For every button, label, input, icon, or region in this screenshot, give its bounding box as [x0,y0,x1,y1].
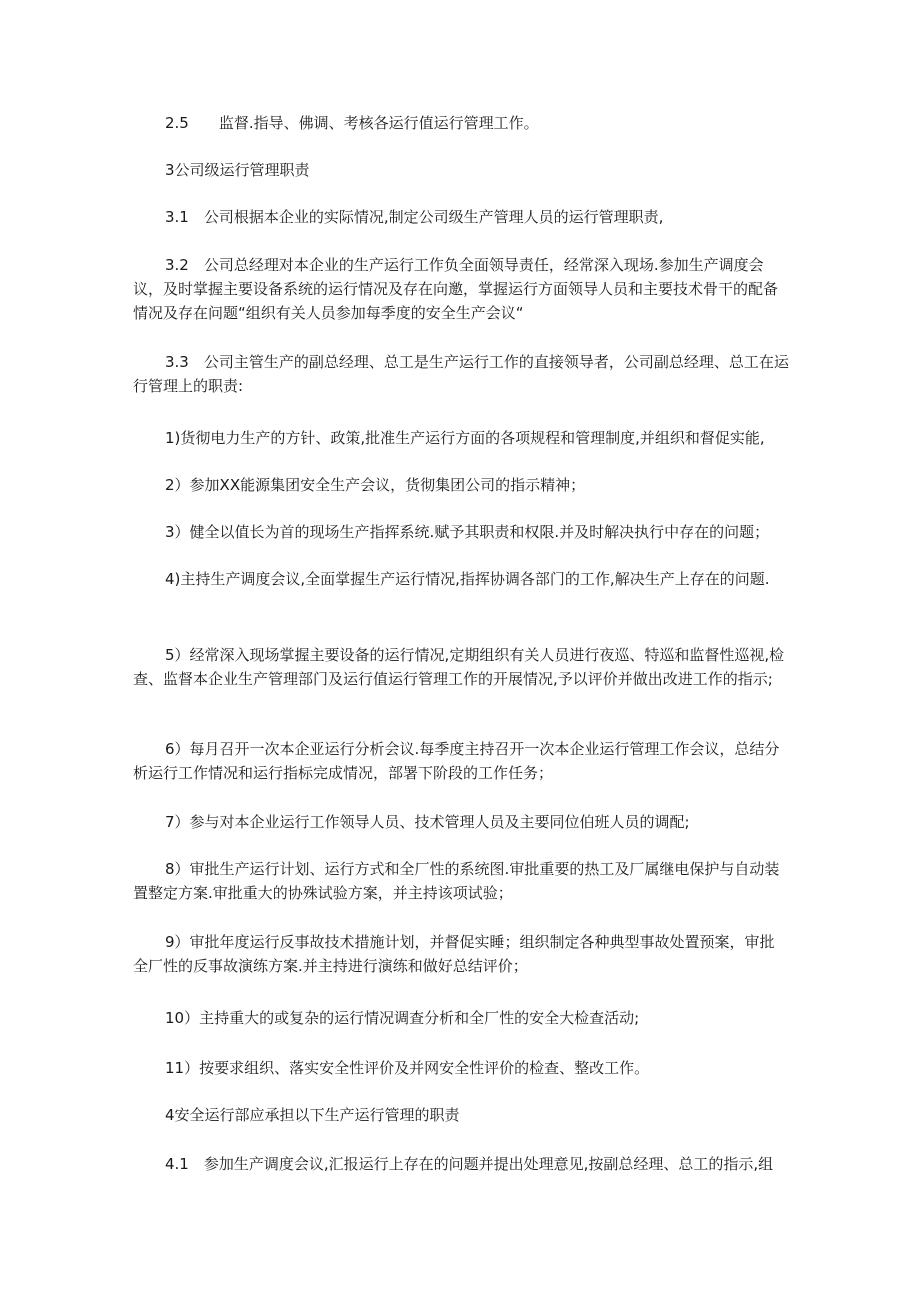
paragraph-3-3: 3.3 公司主管生产的副总经理、总工是生产运行工作的直接领导者，公司副总经理、总工在运行管理上的职责: [133,353,789,395]
list-item-2: 2）参加XX能源集团安全生产会议，货彻集团公司的指示精神； [165,476,586,494]
list-item-5: 5）经常深入现场掌握主要设备的运行情况,定期组织有关人员进行夜巡、特巡和监督性巡视,检查、监督本企业生产管理部门及运行值运行管理工作的开展情况,予以评价并做出改进工作的指示; [133,646,785,688]
paragraph-2-5: 2.5 监督.指导、佛调、考核各运行值运行管理工作。 [165,114,539,132]
list-item-8: 8）审批生产运行计划、运行方式和全厂性的系统图.审批重要的热工及厂属继电保护与自动装置整定方案.审批重大的协殊试验方案，并主持该项试验； [133,860,780,902]
paragraph-3-1: 3.1 公司根据本企业的实际情况,制定公司级生产管理人员的运行管理职责, [165,208,664,226]
list-item-11: 11）按要求组织、落实安全性评价及并网安全性评价的检查、整改工作。 [165,1059,650,1077]
list-item-1: 1)货彻电力生产的方针、政策,批准生产运行方面的各项规程和管理制度,并组织和督促实能, [165,429,765,447]
list-item-4: 4)主持生产调度会议,全面掌握生产运行情况,指挥协调各部门的工作,解决生产上存在的问题. [165,570,770,588]
section-heading-4: 4安全运行部应承担以下生产运行管理的职责 [165,1106,460,1124]
list-item-6: 6）每月召开一次本企亚运行分析会议.每季度主持召开一次本企业运行管理工作会议，总结分析运行工作情况和运行指标完成情况，部署下阶段的工作任务； [133,740,780,782]
paragraph-4-1: 4.1 参加生产调度会议,汇报运行上存在的问题并提出处理意见,按副总经理、总工的指示,组 [165,1155,774,1173]
list-item-3: 3）健全以值长为首的现场生产指挥系统.赋予其职责和权限.并及时解决执行中存在的问题； [165,523,770,541]
list-item-7: 7）参与对本企业运行工作领导人员、技术管理人员及主要同位伯班人员的调配; [165,813,690,831]
section-heading-3: 3公司级运行管理职责 [165,161,310,179]
list-item-10: 10）主持重大的或复杂的运行情况调查分析和全厂性的安全大检查活动; [165,1009,640,1027]
list-item-9: 9）审批年度运行反事故技术措施计划，并督促实睡；组织制定各种典型事故处置预案，审批全厂性的反事故演练方案.并主持进行演练和做好总结评价； [133,933,775,975]
paragraph-3-2: 3.2 公司总经理对本企业的生产运行工作负全面领导责任，经常深入现场.参加生产调度会议，及时掌握主要设备系统的运行情况及存在向邀，掌握运行方面领导人员和主要技术骨干的配备情况及存在问题“组织有关人员参加每季度的安全生产会议“ [133,256,779,322]
